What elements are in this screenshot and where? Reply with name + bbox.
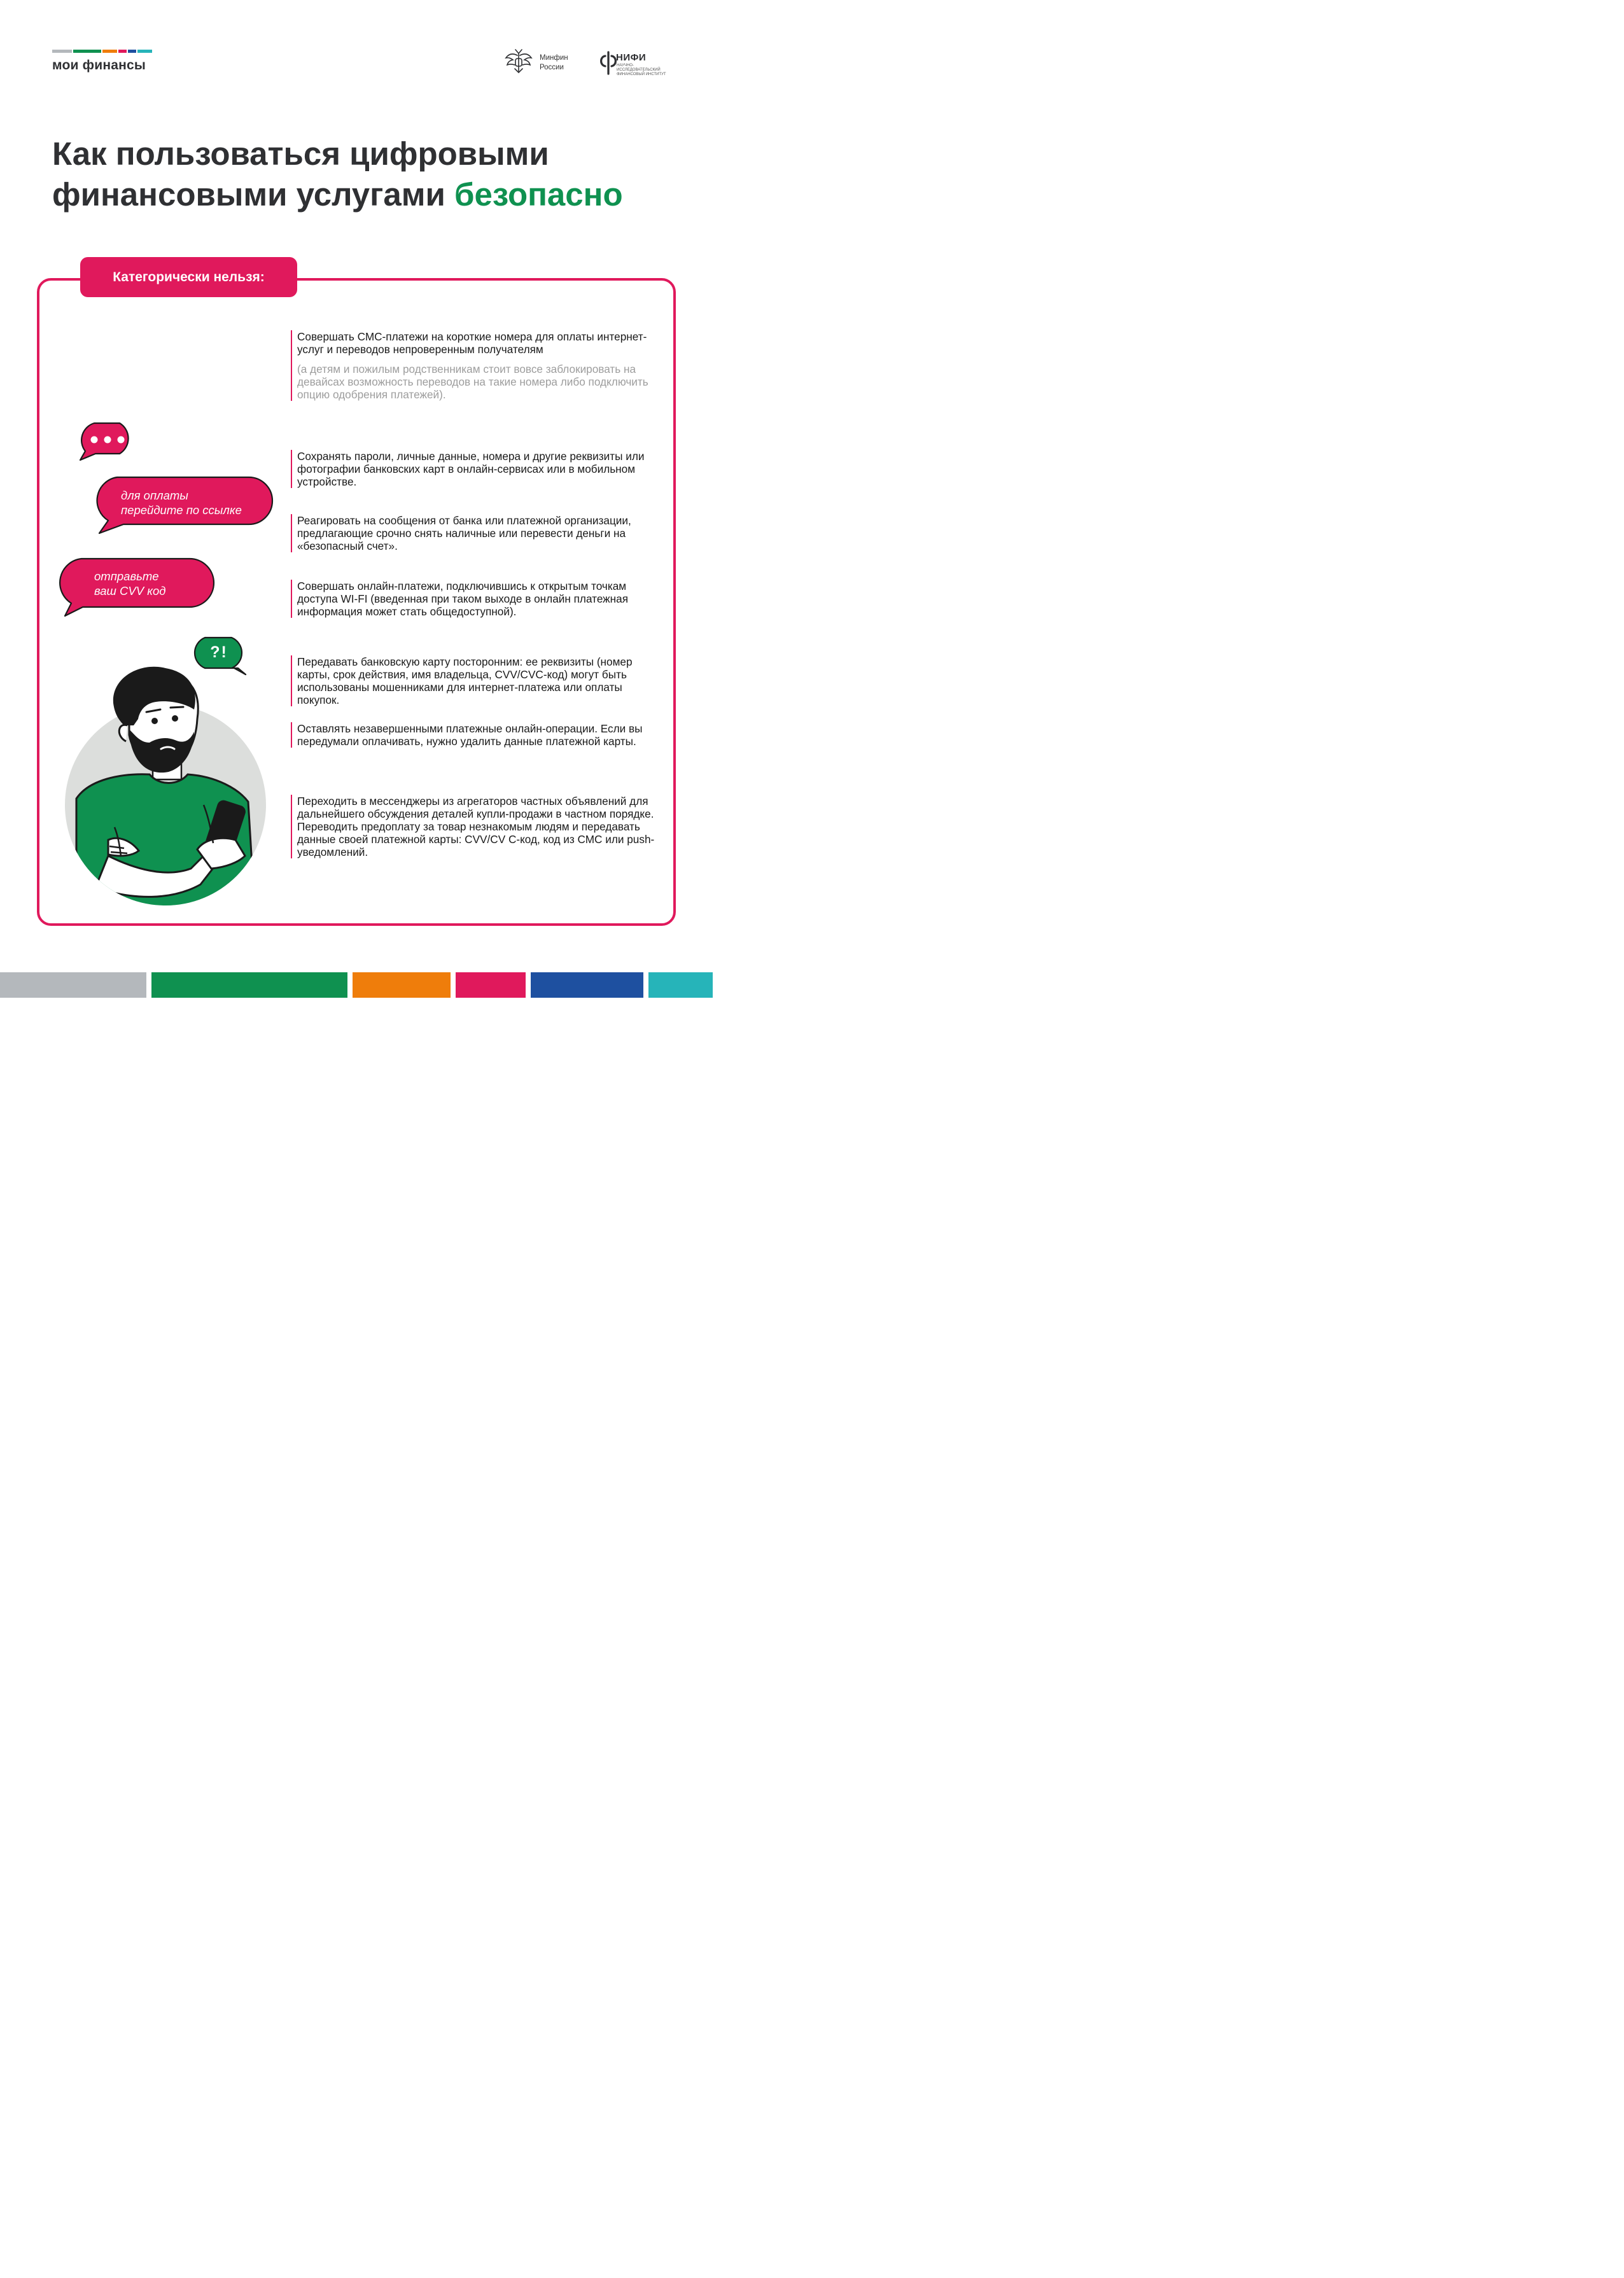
rule-item-1-text: Совершать СМС-платежи на короткие номера для оплаты интернет-услуг и переводов непроверенным получателям (297, 330, 647, 356)
coat-of-arms-icon (505, 48, 533, 76)
bottom-stripe-blue (531, 972, 643, 998)
rule-item-1 (291, 330, 666, 401)
nifi-subtitle: НАУЧНО-ИССЛЕДОВАТЕЛЬСКИЙ ФИНАНСОВЫЙ ИНСТИТУТ (617, 64, 666, 76)
logo-stripe-green (73, 50, 101, 53)
bottom-stripe-green (151, 972, 347, 998)
rule-item-2 (291, 450, 666, 488)
bottom-stripe-teal (648, 972, 713, 998)
cvv-bubble-line-1: отправьте (94, 570, 159, 583)
rule-item-3 (291, 514, 666, 552)
rule-item-7-text: Переходить в мессенджеры из агрегаторов частных объявлений для дальнейшего обсуждения деталей купли-продажи в частном порядке. Переводить предоплату за товар незнакомым людям и передавать данные своей платежной карты: CVV/CV C-код, код из СМС или push-уведомлений. (297, 795, 655, 858)
title-accent: безопасно (454, 176, 623, 213)
logo-stripe-blue (128, 50, 136, 53)
title-main: Как пользоваться цифровыми финансовыми услугами (52, 136, 549, 213)
bottom-stripe-gray (0, 972, 146, 998)
rule-item-4-text: Совершать онлайн-платежи, подключившись к открытым точкам доступа WI-FI (введенная при таком выходе в онлайн платежная информация может стать общедоступной). (297, 580, 629, 618)
link-bubble-text (121, 488, 242, 517)
logo-color-stripe (52, 50, 153, 53)
logo-stripe-pink (118, 50, 127, 53)
page-title (52, 134, 676, 215)
bottom-stripe-orange (353, 972, 451, 998)
link-bubble-line-2: перейдите по ссылке (121, 503, 242, 517)
logo-stripe-teal (137, 50, 152, 53)
man-with-phone-illustration (64, 665, 269, 907)
rule-item-2-text: Сохранять пароли, личные данные, номера и другие реквизиты или фотографии банковских карт в онлайн-сервисах или в мобильном устройстве. (297, 450, 645, 488)
nifi-name: НИФИ (616, 52, 647, 63)
cvv-bubble-line-2: ваш CVV код (94, 584, 166, 597)
section-badge: Категорически нельзя: (80, 257, 297, 297)
bottom-stripe-pink (456, 972, 526, 998)
question-mark-text: ?! (210, 643, 228, 661)
minfin-label (540, 53, 568, 73)
logo-text: мои финансы (52, 58, 146, 73)
logo-stripe-gray (52, 50, 72, 53)
minfin-line-1: Минфин (540, 54, 568, 62)
rule-item-1-note: (а детям и пожилым родственникам стоит вовсе заблокировать на девайсах возможность переводов на такие номера либо подключить опцию одобрения платежей). (297, 363, 648, 401)
link-bubble-line-1: для оплаты (121, 489, 188, 502)
cvv-bubble-text (94, 569, 165, 598)
rule-item-3-text: Реагировать на сообщения от банка или платежной организации, предлагающие срочно снять наличные или перевести деньги на «безопасный счет». (297, 514, 631, 552)
minfin-line-2: России (540, 64, 564, 71)
bottom-color-stripe (0, 972, 713, 998)
rule-item-6-text: Оставлять незавершенными платежные онлайн-операции. Если вы передумали оплачивать, нужно удалить данные платежной карты. (297, 722, 643, 748)
rule-item-5-text: Передавать банковскую карту посторонним: ее реквизиты (номер карты, срок действия, имя владельца, CVV/CVC-код) могут быть использованы мошенниками для интернет-платежа или оплаты покупок. (297, 655, 633, 706)
rule-item-6 (291, 722, 666, 748)
logo-stripe-orange (102, 50, 117, 53)
rule-item-4 (291, 580, 666, 618)
rule-item-7 (291, 795, 666, 858)
rule-item-5 (291, 655, 666, 706)
typing-bubble-icon (75, 422, 141, 463)
